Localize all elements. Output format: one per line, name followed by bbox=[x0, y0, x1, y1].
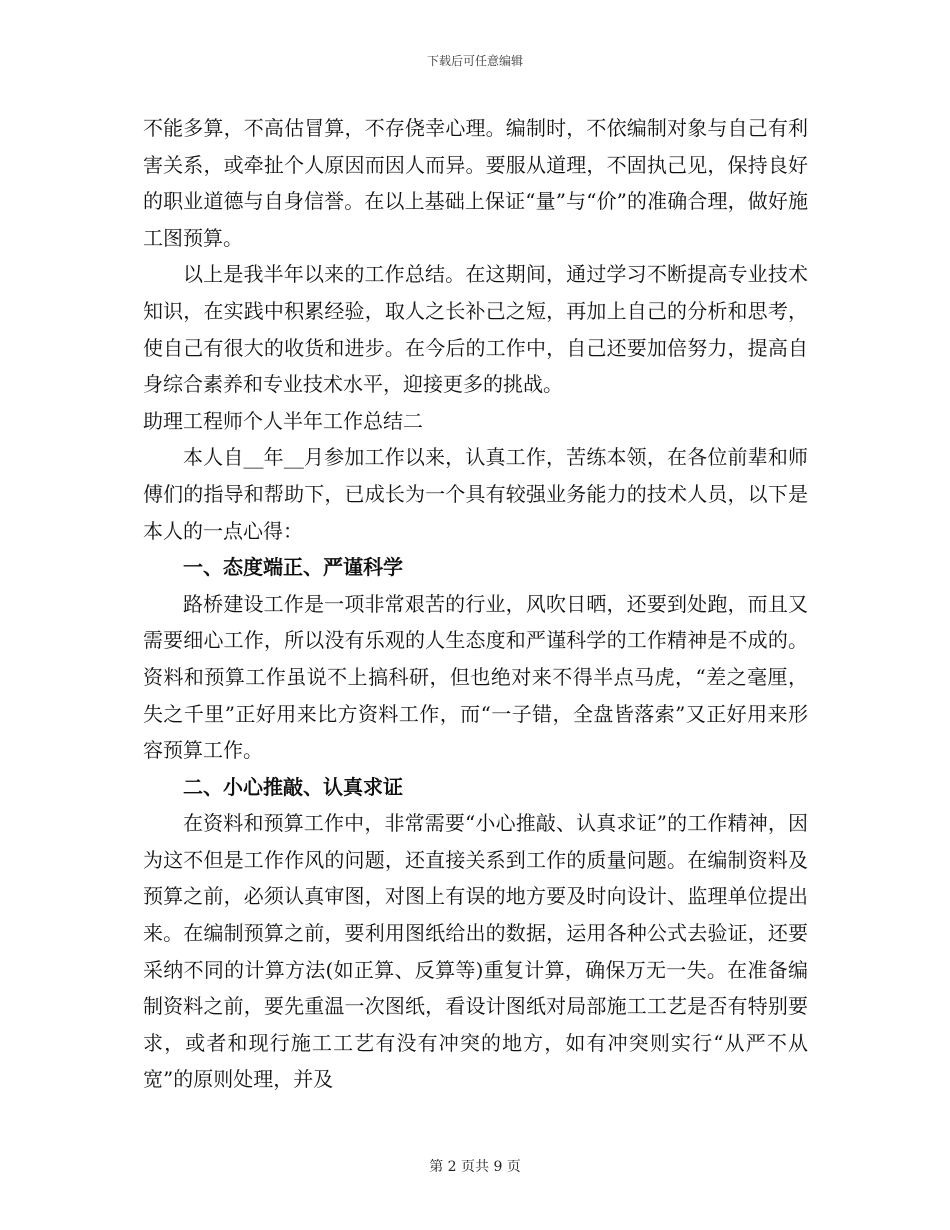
paragraph-summary: 以上是我半年以来的工作总结。在这期间，通过学习不断提高专业技术知识，在实践中积累经验，取人之长补己之短，再加上自己的分析和思考，使自己有很大的收货和进步。在今后的工作中，自己还要加倍努力，提高自身综合素养和专业技术水平，迎接更多的挑战。 bbox=[143, 262, 808, 397]
section-title: 助理工程师个人半年工作总结二 bbox=[143, 408, 423, 433]
heading-2: 二、小心推敲、认真求证 bbox=[183, 774, 403, 799]
page-header: 下载后可任意编辑 bbox=[426, 54, 523, 68]
heading-1: 一、态度端正、严谨科学 bbox=[183, 555, 403, 580]
document-body bbox=[143, 110, 808, 1098]
paragraph-continuation: 不能多算，不高估冒算，不存侥幸心理。编制时，不依编制对象与自己有利害关系，或牵扯个人原因而因人而异。要服从道理，不固执己见，保持良好的职业道德与自身信誉。在以上基础上保证“量”与“价”的准确合理，做好施工图预算。 bbox=[143, 116, 808, 250]
paragraph-attitude: 路桥建设工作是一项非常艰苦的行业，风吹日晒，还要到处跑，而且又需要细心工作，所以没有乐观的人生态度和严谨科学的工作精神是不成的。资料和预算工作虽说不上搞科研，但也绝对来不得半点马虎，“差之毫厘，失之千里”正好用来比方资料工作，而“一子错，全盘皆落索”又正好用来形容预算工作。 bbox=[143, 591, 808, 763]
paragraph-intro: 本人自__年__月参加工作以来，认真工作，苦练本领，在各位前辈和师傅们的指导和帮助下，已成长为一个具有较强业务能力的技术人员，以下是本人的一点心得： bbox=[143, 445, 808, 543]
paragraph-verification: 在资料和预算工作中，非常需要“小心推敲、认真求证”的工作精神，因为这不但是工作作风的问题，还直接关系到工作的质量问题。在编制资料及预算之前，必须认真审图，对图上有误的地方要及时向设计、监理单位提出来。在编制预算之前，要利用图纸给出的数据，运用各种公式去验证，还要采纳不同的计算方法(如正算、反算等)重复计算，确保万无一失。在准备编制资料之前，要先重温一次图纸，看设计图纸对局部施工工艺是否有特别要求，或者和现行施工工艺有没有冲突的地方，如有冲突则实行“从严不从宽”的原则处理，并及 bbox=[143, 811, 808, 1092]
page-footer: 第 2 页共 9 页 bbox=[429, 1159, 521, 1175]
